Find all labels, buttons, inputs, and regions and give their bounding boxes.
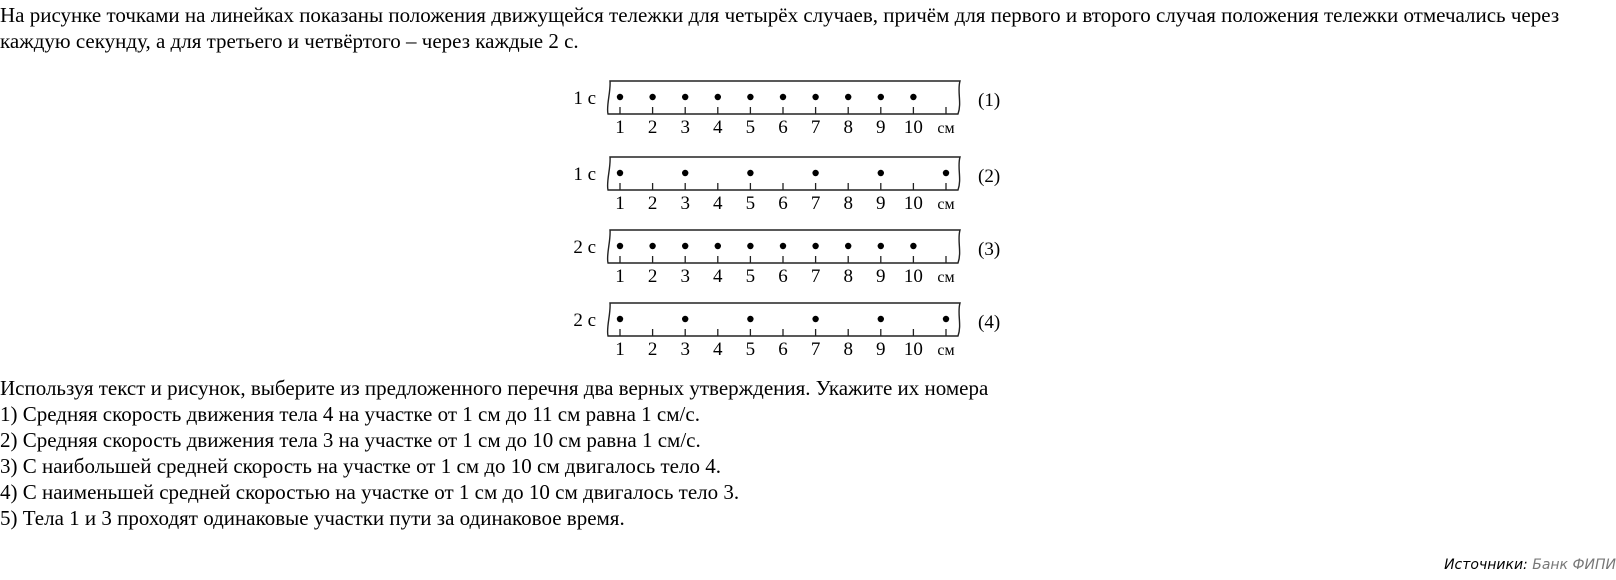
tick-label: 6 [778, 117, 788, 138]
unit-label: см [937, 196, 955, 213]
ruler-3 [573, 230, 1000, 287]
tick-label: 10 [903, 193, 923, 214]
source-attribution [1444, 557, 1616, 573]
ruler-2 [573, 157, 1000, 214]
tick-label: 7 [810, 339, 821, 360]
position-dot [812, 170, 818, 176]
position-dot [682, 170, 688, 176]
tick-label: 8 [843, 193, 853, 214]
ruler-4 [573, 303, 1000, 360]
position-dot [715, 243, 721, 249]
tick-label: 6 [778, 193, 788, 214]
tick-label: 1 [615, 339, 625, 360]
tick-label: 4 [713, 266, 723, 287]
tick-label: 2 [647, 339, 658, 360]
position-dot [649, 94, 655, 100]
position-dot [910, 243, 916, 249]
tick-label: 8 [843, 266, 853, 287]
position-dot [845, 243, 851, 249]
unit-label: см [937, 120, 955, 137]
tick-label: 7 [810, 193, 821, 214]
position-dot [747, 243, 753, 249]
option-5: 5) Тела 1 и 3 проходят одинаковые участки пути за одинаковое время. [0, 506, 625, 530]
tick-label: 10 [903, 117, 923, 138]
rulers-figure [560, 70, 1040, 370]
option-3: 3) С наибольшей средней скорость на участке от 1 см до 10 см двигалось тело 4. [0, 454, 721, 478]
rulers-diagram [560, 70, 1040, 370]
tick-label: 1 [615, 266, 625, 287]
ruler-1 [573, 81, 1000, 138]
tick-label: 2 [647, 266, 658, 287]
option-4: 4) С наименьшей средней скоростью на участке от 1 см до 10 см двигалось тело 3. [0, 480, 740, 504]
tick-label: 10 [903, 266, 923, 287]
tick-label: 5 [745, 339, 756, 360]
tick-label: 9 [876, 266, 886, 287]
position-dot [812, 243, 818, 249]
option-2: 2) Средняя скорость движения тела 3 на участке от 1 см до 10 см равна 1 см/с. [0, 428, 701, 452]
position-dot [747, 170, 753, 176]
position-dot [878, 170, 884, 176]
case-label: (2) [978, 166, 1001, 187]
unit-label: см [937, 342, 955, 359]
ruler-body [608, 157, 960, 190]
tick-label: 5 [745, 117, 756, 138]
position-dot [617, 316, 623, 322]
position-dot [943, 170, 949, 176]
ruler-body [608, 303, 960, 336]
tick-label: 6 [778, 339, 788, 360]
position-dot [780, 94, 786, 100]
unit-label: см [937, 269, 955, 286]
position-dot [910, 94, 916, 100]
tick-label: 1 [615, 117, 625, 138]
position-dot [682, 243, 688, 249]
tick-label: 10 [903, 339, 923, 360]
tick-label: 4 [713, 193, 723, 214]
tick-label: 8 [843, 339, 853, 360]
tick-label: 3 [680, 193, 690, 214]
tick-label: 9 [876, 339, 886, 360]
option-1: 1) Средняя скорость движения тела 4 на участке от 1 см до 11 см равна 1 см/с. [0, 402, 700, 426]
question-text: Используя текст и рисунок, выберите из предложенного перечня два верных утверждения. Укажите их номера [0, 376, 989, 400]
position-dot [845, 94, 851, 100]
tick-label: 1 [615, 193, 625, 214]
tick-label: 9 [876, 193, 886, 214]
position-dot [780, 243, 786, 249]
tick-label: 4 [713, 117, 723, 138]
position-dot [617, 170, 623, 176]
interval-label: 1 с [573, 88, 596, 109]
tick-label: 2 [647, 193, 658, 214]
position-dot [649, 243, 655, 249]
position-dot [878, 316, 884, 322]
intro-text: На рисунке точками на линейках показаны положения движущейся тележки для четырёх случаев, причём для первого и второго случая положения тележки отмечались через каждую секунду, а для третьего и четвёртого – через каждые 2 с. [0, 3, 1560, 53]
tick-label: 3 [680, 117, 690, 138]
source-label: Источники: [1444, 557, 1528, 573]
position-dot [812, 94, 818, 100]
case-label: (4) [978, 312, 1001, 333]
case-label: (3) [978, 239, 1001, 260]
interval-label: 2 с [573, 310, 596, 331]
position-dot [617, 243, 623, 249]
tick-label: 6 [778, 266, 788, 287]
interval-label: 1 с [573, 164, 596, 185]
position-dot [747, 94, 753, 100]
source-link[interactable]: Банк ФИПИ [1532, 557, 1616, 573]
tick-label: 4 [713, 339, 723, 360]
position-dot [878, 243, 884, 249]
tick-label: 8 [843, 117, 853, 138]
position-dot [747, 316, 753, 322]
position-dot [878, 94, 884, 100]
tick-label: 2 [647, 117, 658, 138]
tick-label: 7 [810, 117, 821, 138]
answer-options [0, 401, 739, 531]
tick-label: 5 [745, 266, 756, 287]
position-dot [715, 94, 721, 100]
tick-label: 3 [680, 339, 690, 360]
position-dot [812, 316, 818, 322]
tick-label: 7 [810, 266, 821, 287]
tick-label: 9 [876, 117, 886, 138]
position-dot [682, 316, 688, 322]
position-dot [943, 316, 949, 322]
tick-label: 3 [680, 266, 690, 287]
case-label: (1) [978, 90, 1001, 111]
position-dot [617, 94, 623, 100]
position-dot [682, 94, 688, 100]
interval-label: 2 с [573, 237, 596, 258]
tick-label: 5 [745, 193, 756, 214]
